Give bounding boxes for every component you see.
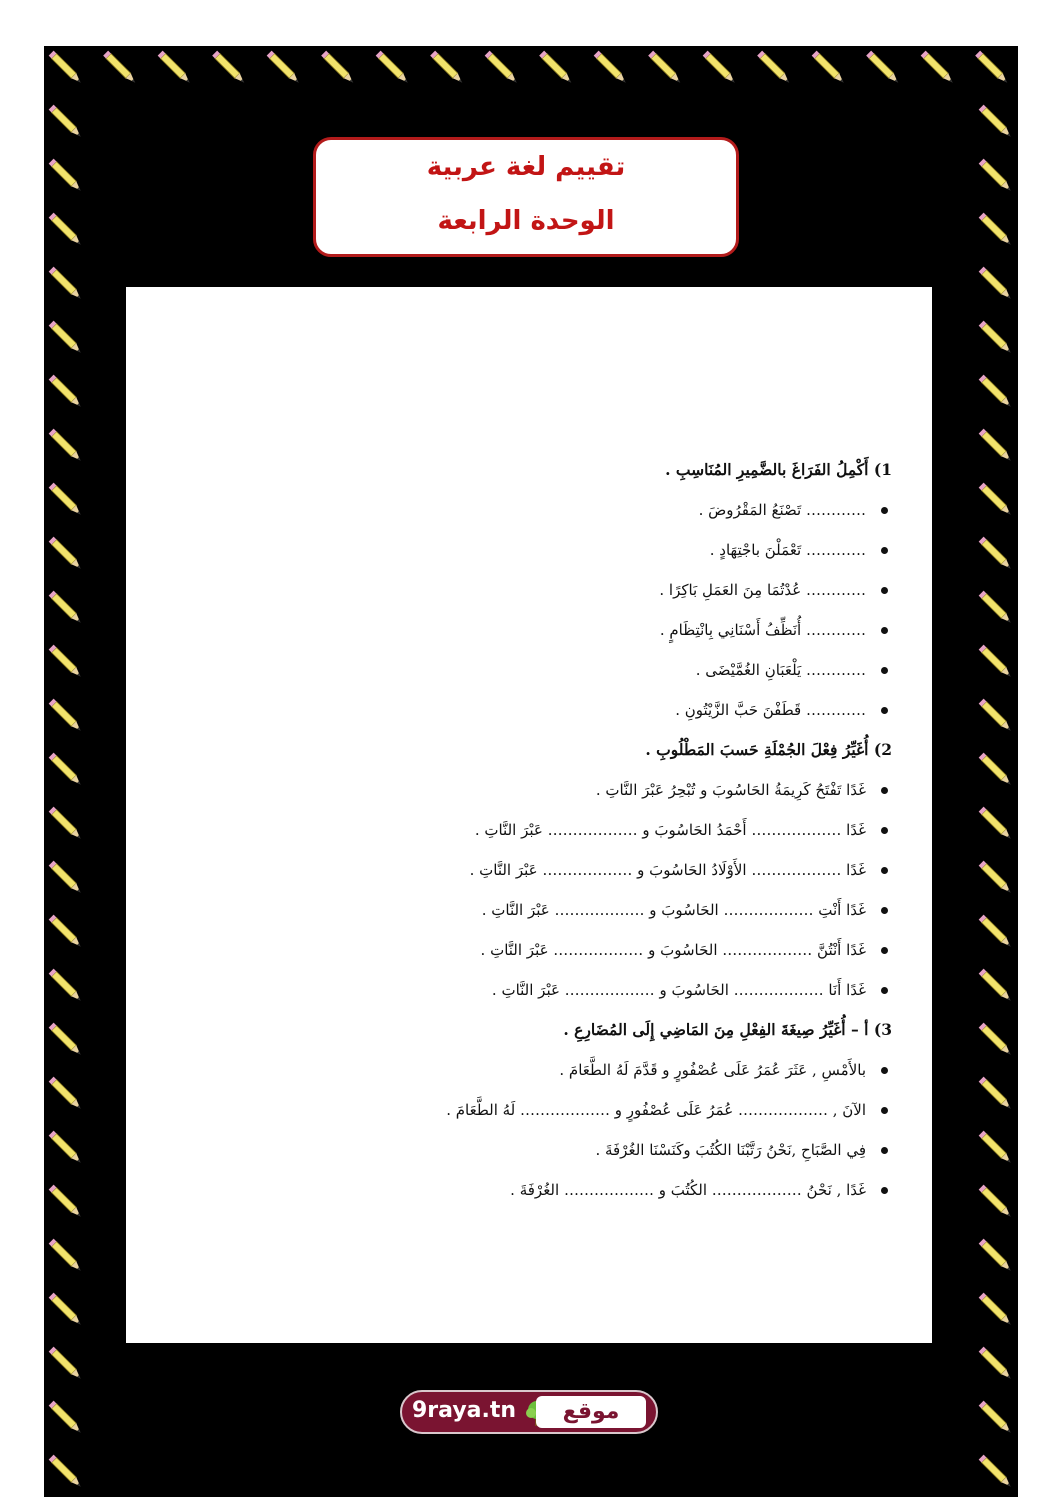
pencil-icon — [757, 51, 792, 86]
pencil-icon — [979, 537, 1014, 572]
question-title: 1) أَكْمِلُ الفَرَاغَ بالضَّمِيرِ المُنَاسِبِ . — [665, 460, 892, 479]
list-item: الآنَ , ……………… عُمَرُ عَلَى عُصْفُورٍ و ……………… لَهُ الطَّعَامَ . — [192, 1095, 892, 1135]
pencil-icon — [979, 1239, 1014, 1274]
pencil-icon — [49, 1239, 84, 1274]
pencil-icon — [979, 159, 1014, 194]
pencil-icon — [979, 1293, 1014, 1328]
pencil-icon — [594, 51, 629, 86]
pencil-icon — [979, 375, 1014, 410]
pencil-icon — [979, 699, 1014, 734]
pencil-icon — [979, 1455, 1014, 1490]
worksheet-title: تقييم لغة عربية — [426, 152, 626, 182]
pencil-icon — [49, 321, 84, 356]
pencil-icon — [979, 1347, 1014, 1382]
pencil-icon — [979, 861, 1014, 896]
pencil-icon — [485, 51, 520, 86]
pencil-icon — [49, 753, 84, 788]
pencil-icon — [49, 861, 84, 896]
list-item: بالأَمْسِ , عَثَرَ عُمَرُ عَلَى عُصْفُورٍ و قَدَّمَ لَهُ الطَّعَامَ . — [192, 1055, 892, 1095]
pencil-icon — [49, 1023, 84, 1058]
list-item: ………… قَطَفْنَ حَبَّ الزَّيْتُونِ . — [192, 695, 892, 735]
pencil-icon — [49, 1455, 84, 1490]
pencil-icon — [979, 483, 1014, 518]
pencil-icon — [267, 51, 302, 86]
pencil-icon — [49, 1347, 84, 1382]
list-item: غَدًا أَنْتُنَّ ……………… الحَاسُوبَ و ……………… عَبْرَ النَّاتِ . — [192, 935, 892, 975]
pencil-icon — [49, 915, 84, 950]
list-item: ………… تَعْمَلْنَ باجْتِهَادٍ . — [192, 535, 892, 575]
list-item: غَدًا , نَحْنُ ……………… الكُتُبَ و ……………… الغُرْفَةَ . — [192, 1175, 892, 1215]
question-2 — [192, 735, 892, 1015]
pencil-icon — [49, 969, 84, 1004]
pencil-icon — [979, 1131, 1014, 1166]
question-title: 3) أ – أُغَيِّرُ صِيغَةَ الفِعْلِ مِنَ المَاضِي إِلَى المُضَارِعِ . — [563, 1020, 892, 1039]
pencil-icon — [979, 1023, 1014, 1058]
pencil-icon — [49, 51, 84, 86]
pencil-icon — [539, 51, 574, 86]
pencil-icon — [212, 51, 247, 86]
question-3 — [192, 1015, 892, 1215]
site-logo[interactable] — [400, 1390, 658, 1434]
pencil-icon — [979, 429, 1014, 464]
pencil-icon — [49, 1185, 84, 1220]
pencil-icon — [376, 51, 411, 86]
pencil-icon — [648, 51, 683, 86]
pencil-icon — [979, 969, 1014, 1004]
pencil-icon — [49, 537, 84, 572]
question-title: 2) أُغَيِّرُ فِعْلَ الجُمْلَةِ حَسبَ المَطْلُوبِ . — [645, 740, 892, 759]
exercise-content — [192, 455, 892, 1215]
pencil-icon — [49, 1077, 84, 1112]
pencil-icon — [979, 807, 1014, 842]
worksheet-page — [126, 287, 932, 1343]
list-item: ………… عُدْتُمَا مِنَ العَمَلِ بَاكِرًا . — [192, 575, 892, 615]
pencil-icon — [49, 645, 84, 680]
pencil-icon — [49, 429, 84, 464]
pencil-icon — [703, 51, 738, 86]
pencil-icon — [979, 1077, 1014, 1112]
list-item: غَدًا ……………… أَحْمَدُ الحَاسُوبَ و ……………… عَبْرَ النَّاتِ . — [192, 815, 892, 855]
pencil-icon — [979, 1185, 1014, 1220]
pencil-icon — [975, 51, 1010, 86]
pencil-icon — [49, 213, 84, 248]
pencil-icon — [812, 51, 847, 86]
pencil-icon — [866, 51, 901, 86]
pencil-icon — [979, 213, 1014, 248]
pencil-icon — [49, 483, 84, 518]
pencil-icon — [979, 591, 1014, 626]
pencil-icon — [430, 51, 465, 86]
pencil-icon — [979, 321, 1014, 356]
pencil-icon — [921, 51, 956, 86]
list-item: غَدًا أَنْتِ ……………… الحَاسُوبَ و ……………… عَبْرَ النَّاتِ . — [192, 895, 892, 935]
title-box — [313, 137, 739, 257]
pencil-icon — [49, 105, 84, 140]
pencil-icon — [49, 267, 84, 302]
list-item: غَدًا ……………… الأَوْلَادُ الحَاسُوبَ و ……………… عَبْرَ النَّاتِ . — [192, 855, 892, 895]
pencil-icon — [49, 159, 84, 194]
logo-arabic-text: موقع — [536, 1396, 646, 1428]
list-item: ………… يَلْعَبَانِ الغُمَّيْضَى . — [192, 655, 892, 695]
pencil-icon — [49, 1131, 84, 1166]
logo-latin-text: 9raya.tn — [412, 1398, 517, 1423]
list-item: غَدًا تَفْتَحُ كَرِيمَةُ الحَاسُوبَ و تُبْحِرُ عَبْرَ النَّاتِ . — [192, 775, 892, 815]
pencil-icon — [321, 51, 356, 86]
list-item: ………… أُنَظِّفُ أَسْنَانِي بِانْتِظَامٍ . — [192, 615, 892, 655]
pencil-icon — [979, 753, 1014, 788]
pencil-icon — [49, 1293, 84, 1328]
pencil-icon — [103, 51, 138, 86]
list-item: غَدًا أَنَا ……………… الحَاسُوبَ و ……………… عَبْرَ النَّاتِ . — [192, 975, 892, 1015]
pencil-icon — [979, 915, 1014, 950]
pencil-icon — [979, 1401, 1014, 1436]
pencil-icon — [49, 699, 84, 734]
unit-title: الوحدة الرابعة — [437, 206, 615, 236]
pencil-icon — [979, 645, 1014, 680]
list-item: ………… تَصْنَعُ المَقْرُوضَ . — [192, 495, 892, 535]
pencil-icon — [49, 375, 84, 410]
pencil-icon — [979, 105, 1014, 140]
pencil-icon — [158, 51, 193, 86]
pencil-icon — [49, 1401, 84, 1436]
pencil-icon — [49, 591, 84, 626]
pencil-icon — [979, 267, 1014, 302]
list-item: فِي الصَّبَاحِ ,نَحْنُ رَتَّبْنَا الكُتُبَ وكَنَسْنَا الغُرْفَةَ . — [192, 1135, 892, 1175]
question-1 — [192, 455, 892, 735]
pencil-icon — [49, 807, 84, 842]
